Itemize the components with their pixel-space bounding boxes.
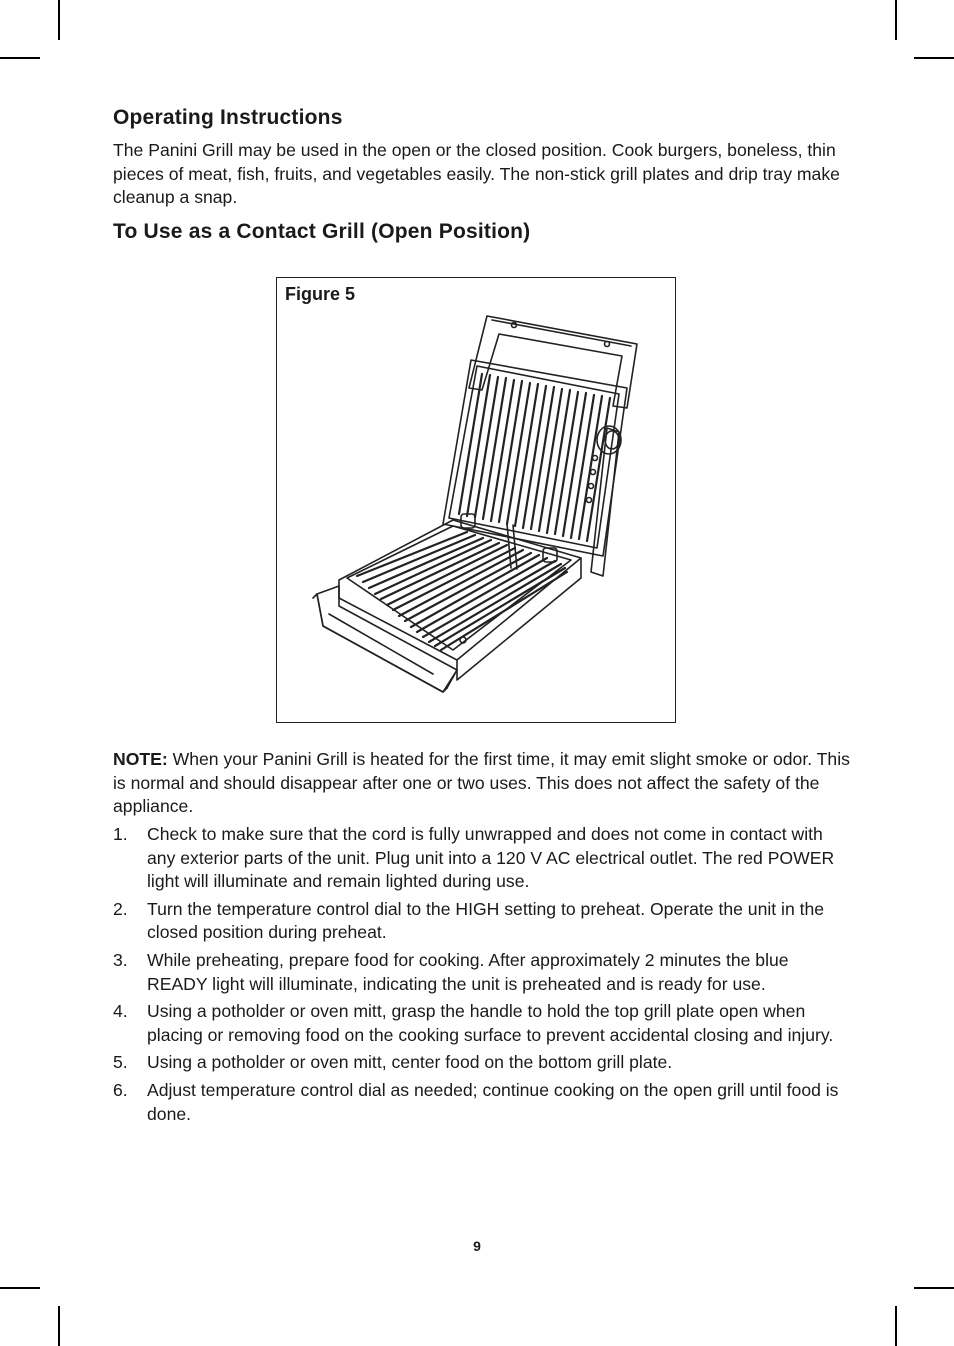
step-text: Check to make sure that the cord is fully unwrapped and does not come in contact with any exterior parts of the unit. Plug unit into a 120 V AC electrical outlet. The red POWER light will illuminate and remain lighted during use. [147,824,835,892]
step-number: 6. [113,1079,128,1100]
list-item [113,1051,853,1075]
list-item [113,1079,853,1126]
figure-label: Figure 5 [285,284,356,304]
instruction-steps [113,823,853,1130]
step-text: While preheating, prepare food for cooking. After approximately 2 minutes the blue READY light will illuminate, indicating the unit is preheated and is ready for use. [147,949,789,994]
crop-mark [895,0,897,40]
section-heading: Operating Instructions [113,106,343,129]
step-number: 3. [113,949,128,970]
note-text: When your Panini Grill is heated for the first time, it may emit slight smoke or odor. This is normal and should disappear after one or two uses. This does not affect the safety of the appliance. [113,749,850,817]
crop-mark [58,0,60,40]
step-text: Turn the temperature control dial to the HIGH setting to preheat. Operate the unit in the closed position during preheat. [147,898,825,943]
step-text: Adjust temperature control dial as needed; continue cooking on the open grill until food is done. [147,1079,839,1124]
step-number: 2. [113,898,128,919]
subsection-heading: To Use as a Contact Grill (Open Position) [113,220,531,243]
step-text: Using a potholder or oven mitt, grasp the handle to hold the top grill plate open when placing or removing food on the cooking surface to prevent accidental closing and injury. [147,1001,834,1045]
crop-mark [0,1287,40,1289]
crop-mark [895,1306,897,1346]
panini-grill-illustration [277,278,677,724]
crop-mark [914,57,954,59]
figure-box [276,277,676,723]
step-number: 4. [113,1001,128,1022]
step-text: Using a potholder or oven mitt, center food on the bottom grill plate. [147,1052,673,1073]
note-paragraph [113,748,853,819]
list-item [113,1000,853,1047]
list-item [113,898,853,945]
step-number: 1. [113,824,128,844]
crop-mark [58,1306,60,1346]
step-number: 5. [113,1052,128,1073]
note-label: NOTE: [113,749,168,769]
intro-paragraph: The Panini Grill may be used in the open or the closed position. Cook burgers, boneless, thin pieces of meat, fish, fruits, and vegetables easily. The non-stick grill plates and drip tray make cleanup a snap. [113,140,840,208]
page-number: 9 [473,1238,481,1254]
list-item [113,823,853,894]
crop-mark [0,57,40,59]
crop-mark [914,1287,954,1289]
list-item [113,949,853,996]
